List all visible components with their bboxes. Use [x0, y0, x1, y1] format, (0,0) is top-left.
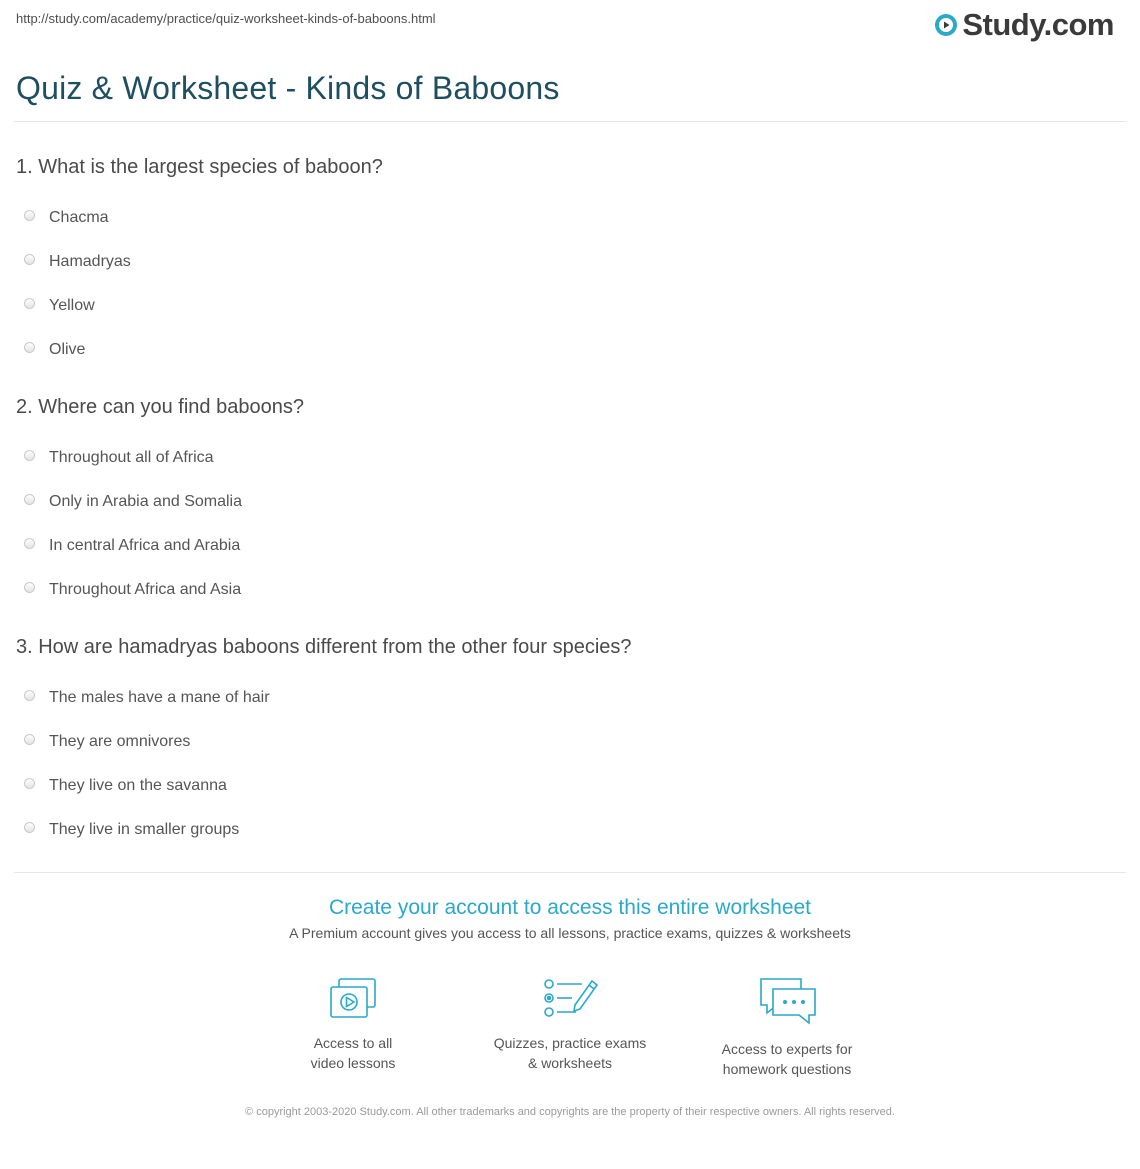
page-url: http://study.com/academy/practice/quiz-worksheet-kinds-of-baboons.html [16, 11, 436, 26]
play-logo-icon [934, 13, 958, 37]
page-title: Quiz & Worksheet - Kinds of Baboons [16, 70, 560, 106]
option-label: Throughout all of Africa [49, 449, 214, 466]
answer-option[interactable] [16, 328, 1116, 372]
study-logo[interactable] [934, 6, 1114, 44]
quiz-checklist-icon [542, 975, 598, 1021]
radio-button[interactable] [24, 494, 35, 505]
signup-cta [0, 893, 1140, 941]
radio-button[interactable] [24, 342, 35, 353]
answer-options [16, 676, 1116, 852]
answer-option[interactable] [16, 720, 1116, 764]
radio-button[interactable] [24, 778, 35, 789]
radio-button[interactable] [24, 538, 35, 549]
option-label: Only in Arabia and Somalia [49, 493, 242, 510]
feature-experts [679, 975, 896, 1079]
radio-button[interactable] [24, 450, 35, 461]
answer-option[interactable] [16, 284, 1116, 328]
cta-title-link[interactable]: Create your account to access this entire worksheet [328, 896, 812, 919]
logo-text: Study.com [962, 7, 1114, 42]
answer-option[interactable] [16, 196, 1116, 240]
radio-button[interactable] [24, 690, 35, 701]
question-2 [16, 392, 1116, 612]
feature-label: Quizzes, practice exams & worksheets [493, 1035, 647, 1071]
feature-label: Access to all video lessons [310, 1035, 396, 1071]
divider [14, 872, 1126, 873]
answer-option[interactable] [16, 676, 1116, 720]
radio-button[interactable] [24, 298, 35, 309]
cta-subtitle: A Premium account gives you access to all lessons, practice exams, quizzes & worksheets [289, 925, 851, 941]
premium-features [0, 975, 1140, 1079]
option-label: Hamadryas [49, 253, 131, 270]
option-label: Yellow [49, 297, 95, 314]
feature-label: Access to experts for homework questions [721, 1041, 853, 1077]
option-label: Chacma [49, 209, 109, 226]
question-3 [16, 632, 1116, 852]
answer-option[interactable] [16, 240, 1116, 284]
answer-options [16, 196, 1116, 372]
answer-option[interactable] [16, 568, 1116, 612]
answer-option[interactable] [16, 764, 1116, 808]
option-label: In central Africa and Arabia [49, 537, 241, 554]
question-text: 2. Where can you find baboons? [16, 396, 304, 418]
radio-button[interactable] [24, 822, 35, 833]
copyright-text: © copyright 2003-2020 Study.com. All other trademarks and copyrights are the property of their respective owners. All rights reserved. [245, 1106, 895, 1118]
option-label: Throughout Africa and Asia [49, 581, 242, 598]
radio-button[interactable] [24, 582, 35, 593]
question-text: 1. What is the largest species of baboon? [16, 156, 383, 178]
radio-button[interactable] [24, 254, 35, 265]
question-text: 3. How are hamadryas baboons different from the other four species? [16, 636, 632, 658]
feature-quizzes [462, 975, 679, 1079]
answer-option[interactable] [16, 480, 1116, 524]
feature-video-lessons [245, 975, 462, 1079]
video-lessons-icon [327, 975, 379, 1021]
answer-option[interactable] [16, 524, 1116, 568]
option-label: They are omnivores [49, 733, 191, 750]
option-label: They live in smaller groups [49, 821, 240, 838]
question-1 [16, 152, 1116, 372]
chat-experts-icon [755, 975, 819, 1027]
divider [14, 121, 1126, 122]
radio-button[interactable] [24, 734, 35, 745]
option-label: They live on the savanna [49, 777, 227, 794]
answer-option[interactable] [16, 808, 1116, 852]
option-label: Olive [49, 341, 86, 358]
copyright-footer [0, 1104, 1140, 1121]
option-label: The males have a mane of hair [49, 689, 270, 706]
radio-button[interactable] [24, 210, 35, 221]
answer-option[interactable] [16, 436, 1116, 480]
answer-options [16, 436, 1116, 612]
